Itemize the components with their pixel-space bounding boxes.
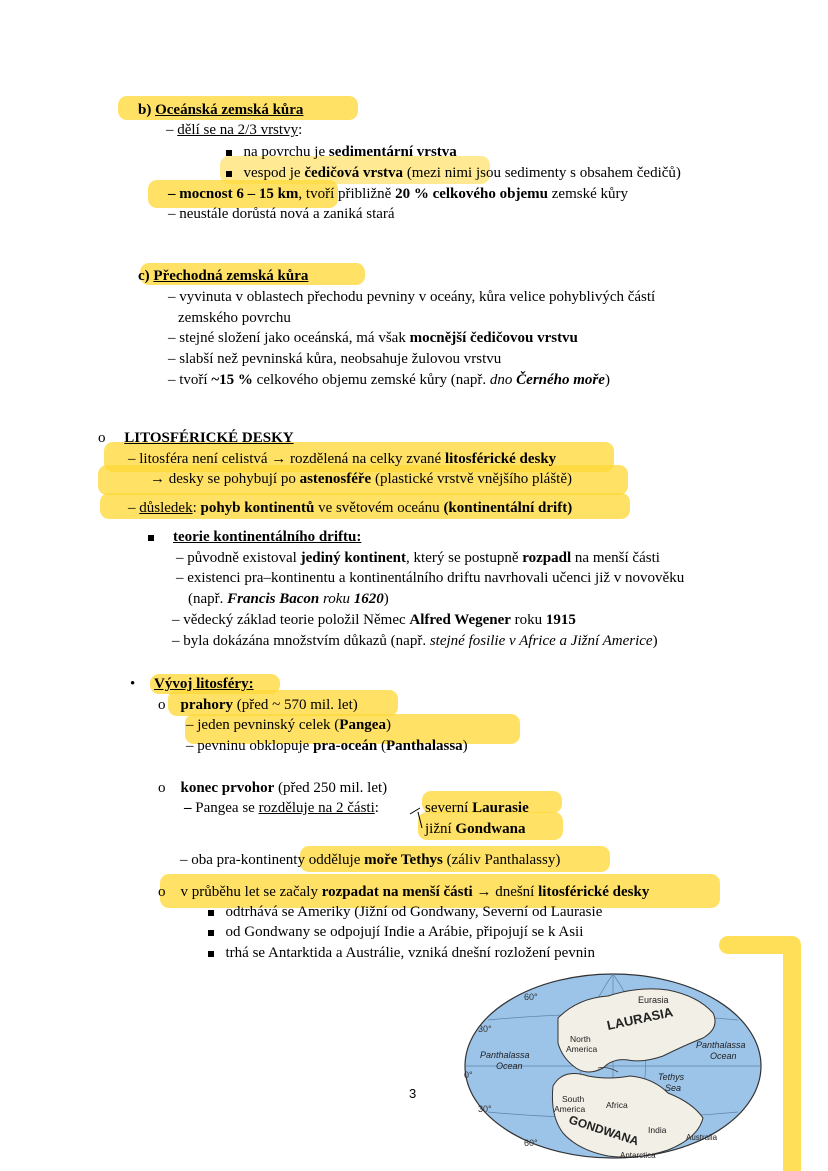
vyvoj-heading: • Vývoj litosféry:	[130, 676, 254, 692]
lat-label: 60°	[524, 1138, 538, 1148]
section-c-heading: c) Přechodná zemská kůra	[138, 268, 309, 284]
south-america-label: America	[554, 1104, 586, 1114]
square-bullet-icon	[208, 930, 214, 936]
lat-label: 30°	[478, 1024, 492, 1034]
text-line: o v průběhu let se začaly rozpadat na menší části → dnešní litosférické desky	[158, 884, 650, 900]
text-line: – litosféra není celistvá → rozdělená na celky zvané litosférické desky	[128, 451, 557, 467]
text-line: severní Laurasie	[425, 800, 529, 816]
lat-label: 60°	[524, 992, 538, 1002]
text-line: – původně existoval jediný kontinent, který se postupně rozpadl na menší části	[176, 550, 660, 566]
text-line: – neustále dorůstá nová a zaniká stará	[168, 206, 395, 222]
section-b-heading: b) Oceánská zemská kůra	[138, 102, 304, 118]
lat-label: 30°	[478, 1104, 492, 1114]
list-item: vespod je čedičová vrstva (mezi nimi jsou sedimenty s obsahem čedičů)	[226, 164, 681, 182]
lat-label: 0°	[464, 1070, 473, 1080]
page-number: 3	[409, 1086, 417, 1101]
panthalassa-west-label: Ocean	[496, 1061, 523, 1071]
text-line: zemského povrchu	[178, 310, 291, 326]
tethys-label: Sea	[665, 1083, 682, 1093]
text-line: – byla dokázána množstvím důkazů (např. stejné fosilie v Africe a Jižní Americe)	[172, 633, 658, 649]
teorie-heading: teorie kontinentálního driftu:	[148, 528, 361, 546]
square-bullet-icon	[226, 171, 232, 177]
text-line: – oba pra-kontinenty odděluje moře Tethys (záliv Panthalassy)	[180, 852, 561, 868]
north-america-label: North	[570, 1034, 591, 1044]
text-line: – mocnost 6 – 15 km, tvoří přibližně 20 % celkového objemu zemské kůry	[168, 186, 628, 202]
antarctica-label: Antarctica	[620, 1151, 656, 1160]
text-line: – pevninu obklopuje pra-oceán (Panthalassa)	[186, 738, 468, 754]
pangea-map	[458, 968, 768, 1168]
list-item: na povrchu je sedimentární vrstva	[226, 143, 457, 161]
panthalassa-west-label: Panthalassa	[480, 1050, 530, 1060]
text-line: (např. Francis Bacon roku 1620)	[188, 591, 389, 607]
laurasia-label: LAURASIA	[605, 1004, 675, 1033]
south-america-label: South	[562, 1094, 585, 1104]
square-bullet-icon	[208, 951, 214, 957]
text-line: – Pangea se rozděluje na 2 části:	[184, 800, 379, 816]
india-label: India	[648, 1125, 667, 1135]
text-line: jižní Gondwana	[425, 821, 526, 837]
panthalassa-east-label: Ocean	[710, 1051, 737, 1061]
text-line: → desky se pohybují po astenosféře (plastické vrstvě vnějšího pláště)	[150, 471, 572, 487]
north-america-label: America	[566, 1044, 598, 1054]
text-line: – vědecký základ teorie položil Němec Alfred Wegener roku 1915	[172, 612, 576, 628]
eurasia-label: Eurasia	[638, 995, 669, 1005]
panthalassa-east-label: Panthalassa	[696, 1040, 746, 1050]
gondwana-label: GONDWANA	[567, 1112, 641, 1149]
text-line: – stejné složení jako oceánská, má však mocnější čedičovou vrstvu	[168, 330, 578, 346]
square-bullet-icon	[226, 150, 232, 156]
list-item: odtrhává se Ameriky (Jižní od Gondwany, Severní od Laurasie	[208, 903, 602, 921]
list-item: od Gondwany se odpojují Indie a Arábie, připojují se k Asii	[208, 923, 583, 941]
africa-label: Africa	[606, 1100, 628, 1110]
text-line: – dělí se na 2/3 vrstvy:	[166, 122, 303, 138]
text-line: – vyvinuta v oblastech přechodu pevniny v oceány, kůra velice pohyblivých částí	[168, 289, 656, 305]
list-item: trhá se Antarktida a Austrálie, vzniká dnešní rozložení pevnin	[208, 944, 595, 962]
text-line: – jeden pevninský celek (Pangea)	[186, 717, 391, 733]
square-bullet-icon	[208, 910, 214, 916]
text-line: – důsledek: pohyb kontinentů ve světovém oceánu (kontinentální drift)	[128, 500, 573, 516]
australia-label: Australia	[686, 1133, 718, 1142]
text-line: o konec prvohor (před 250 mil. let)	[158, 780, 388, 796]
text-line: – existenci pra–kontinentu a kontinentálního driftu navrhovali učenci již v novověku	[176, 570, 685, 586]
text-line: o prahory (před ~ 570 mil. let)	[158, 697, 358, 713]
tethys-label: Tethys	[658, 1072, 685, 1082]
litosfera-heading: o LITOSFÉRICKÉ DESKY	[98, 430, 294, 446]
text-line: – tvoří ~15 % celkového objemu zemské kůry (např. dno Černého moře)	[168, 372, 610, 388]
text-line: – slabší než pevninská kůra, neobsahuje žulovou vrstvu	[168, 351, 502, 367]
square-bullet-icon	[148, 535, 154, 541]
